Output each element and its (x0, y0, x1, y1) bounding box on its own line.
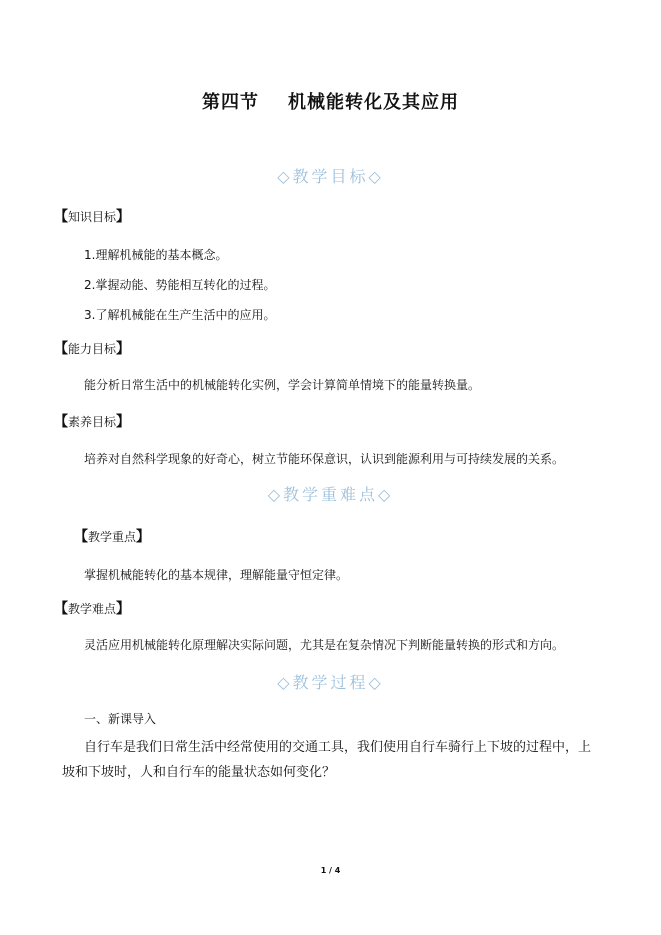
difficult-point-text: 灵活应用机械能转化原理解决实际问题，尤其是在复杂情况下判断能量转换的形式和方向。 (84, 638, 565, 652)
section-heading-key-difficult: ◇教学重难点◇ (267, 485, 394, 504)
difficult-point-heading-text: 教学难点 (68, 602, 117, 616)
page-number: 1 / 4 (320, 866, 341, 875)
knowledge-heading-text: 知识目标 (68, 210, 117, 224)
knowledge-item-2: 2.掌握动能、势能相互转化的过程。 (84, 278, 276, 292)
key-point-heading-text: 教学重点 (88, 530, 137, 544)
difficult-point-heading: 【教学难点】 (54, 601, 131, 617)
key-point-text: 掌握机械能转化的基本规律，理解能量守恒定律。 (84, 568, 349, 582)
ability-heading-text: 能力目标 (68, 342, 117, 356)
knowledge-item-1: 1.理解机械能的基本概念。 (84, 248, 228, 262)
knowledge-heading: 【知识目标】 (54, 209, 131, 225)
ability-heading: 【能力目标】 (54, 341, 131, 357)
ability-text: 能分析日常生活中的机械能转化实例，学会计算简单情境下的能量转换量。 (84, 378, 481, 392)
literacy-heading-text: 素养目标 (68, 415, 117, 429)
knowledge-item-3: 3.了解机械能在生产生活中的应用。 (84, 308, 276, 322)
literacy-text: 培养对自然科学现象的好奇心，树立节能环保意识，认识到能源利用与可持续发展的关系。 (84, 452, 565, 466)
key-point-heading: 【教学重点】 (74, 529, 151, 545)
intro-heading: 一、新课导入 (84, 712, 157, 726)
section-heading-process: ◇教学过程◇ (277, 673, 384, 692)
intro-paragraph: 自行车是我们日常生活中经常使用的交通工具，我们使用自行车骑行上下坡的过程中，上坡和下坡时，人和自行车的能量状态如何变化？ (62, 740, 592, 780)
page-title: 第四节 机械能转化及其应用 (201, 92, 460, 113)
literacy-heading: 【素养目标】 (54, 414, 131, 430)
section-heading-objectives: ◇教学目标◇ (277, 167, 384, 186)
